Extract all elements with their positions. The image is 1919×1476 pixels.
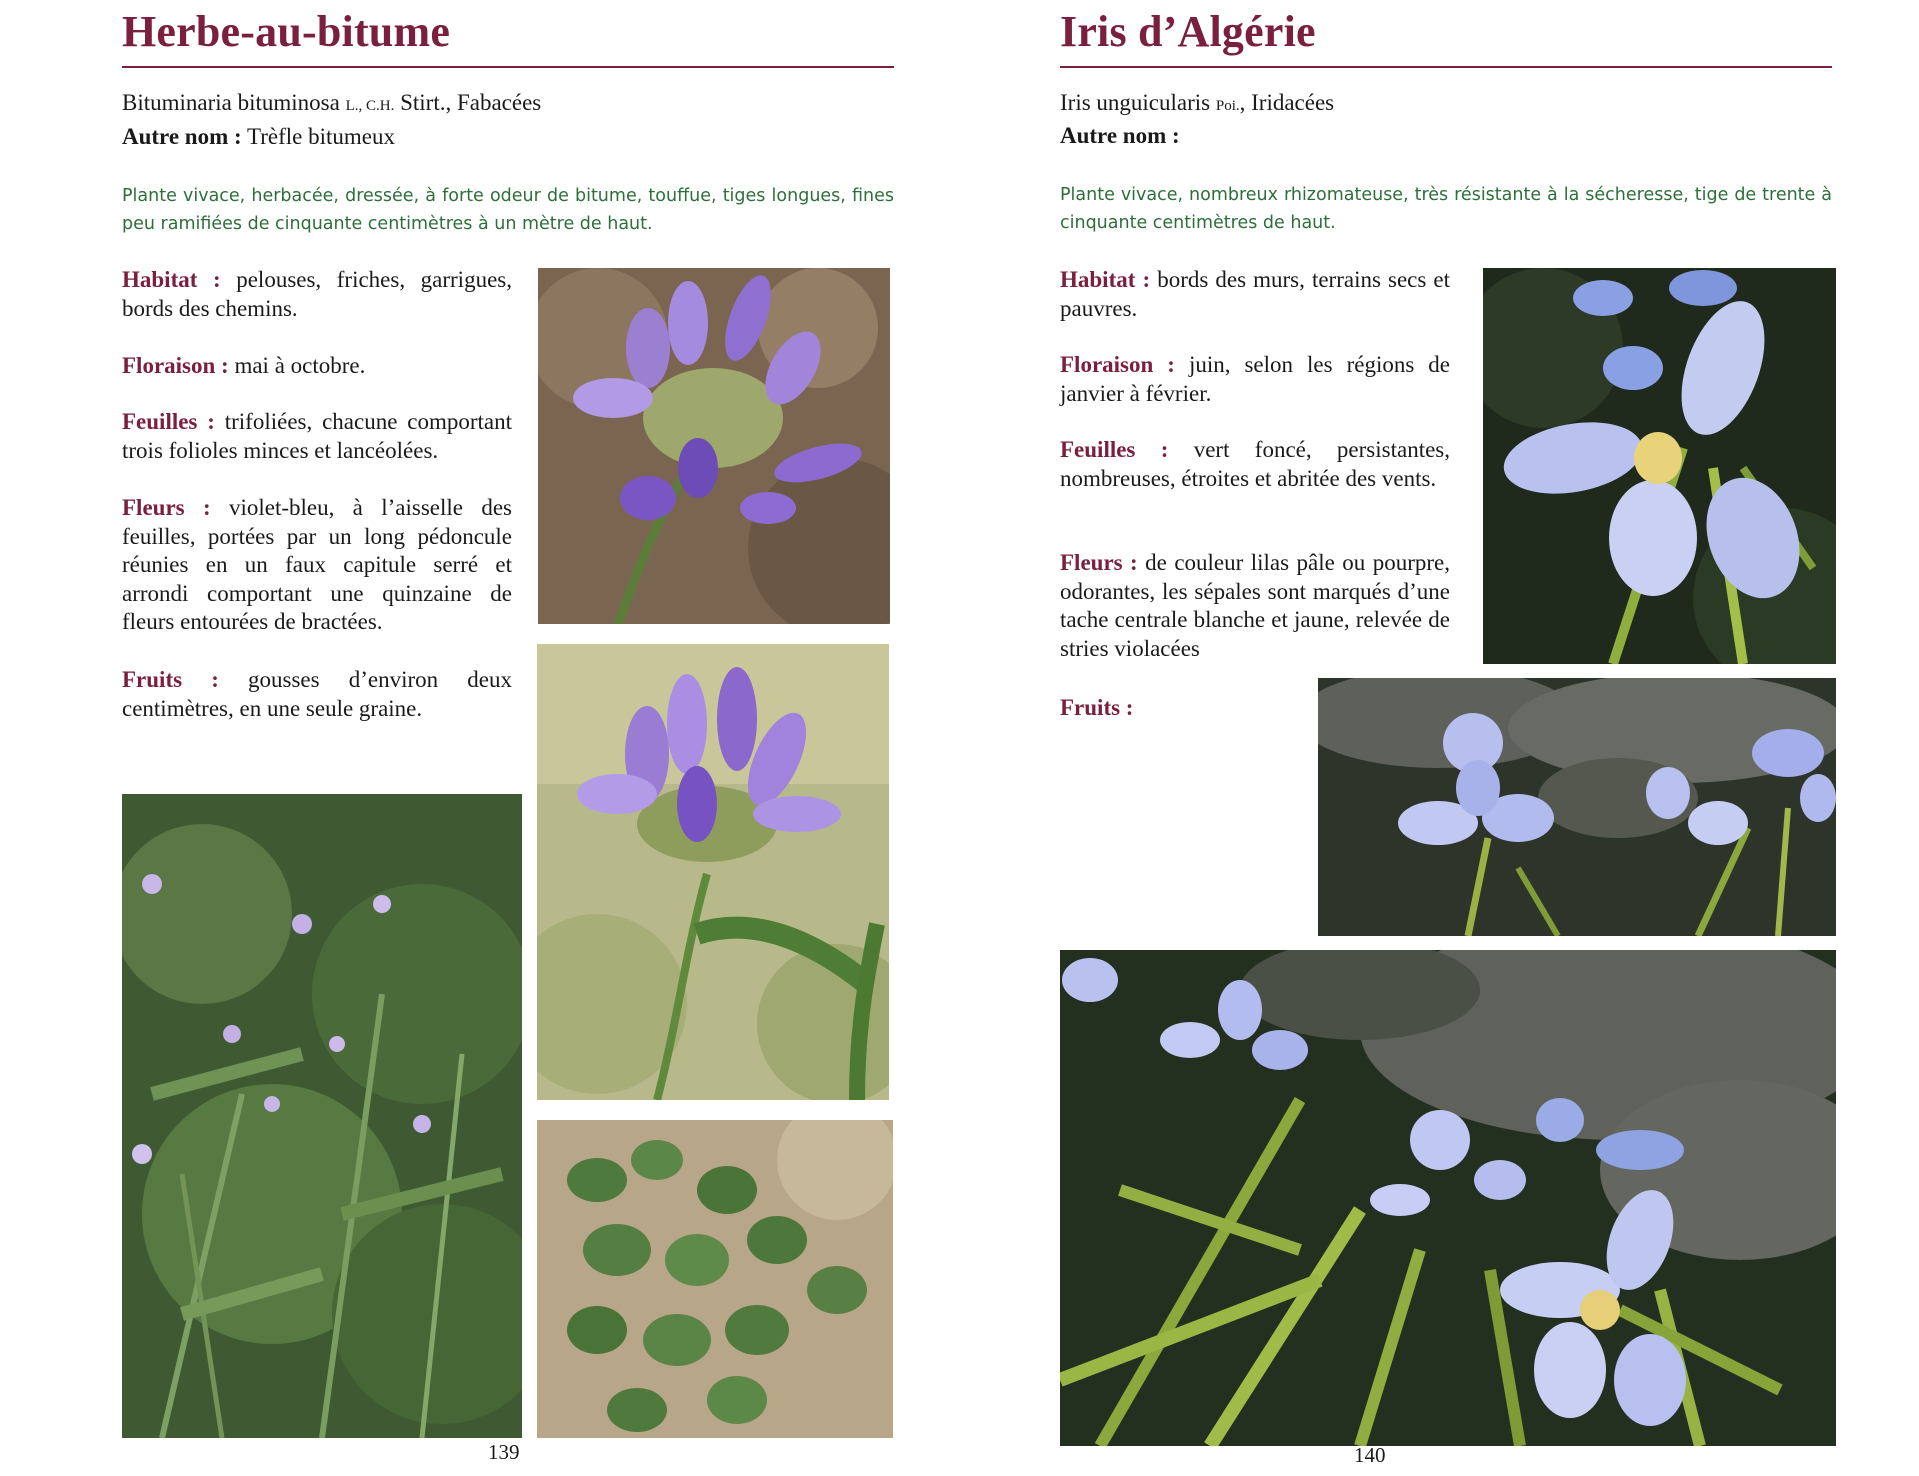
- other-name: Autre nom : Trèfle bitumeux: [122, 124, 396, 149]
- fleurs-field: Fleurs : de couleur lilas pâle ou pourpre, odorantes, les sépales sont marqués d’une tache centrale blanche et jaune, relevée de stries violacées: [1060, 550, 1450, 661]
- right-page: [960, 0, 1919, 1476]
- plant-description: Plante vivace, nombreux rhizomateuse, très résistante à la sécheresse, tige de trente à cinquante centimètres de haut.: [1060, 185, 1832, 233]
- other-name: Autre nom :: [1060, 123, 1180, 148]
- plant-habit-photo: [122, 794, 522, 1438]
- fleurs-field: Fleurs : violet-bleu, à l’aisselle des feuilles, portées par un long pédoncule réunies en un faux capitule serré et arrondi comportant une quinzaine de fleurs entourées de bractées.: [122, 495, 512, 634]
- feuilles-field: Feuilles : vert foncé, persistantes, nombreuses, étroites et abritée des vents.: [1060, 437, 1450, 491]
- habitat-field: Habitat : bords des murs, terrains secs et pauvres.: [1060, 267, 1450, 321]
- flower-closeup-photo: [538, 268, 890, 624]
- iris-clump-photo: [1060, 950, 1836, 1446]
- iris-closeup-photo: [1483, 268, 1836, 664]
- page-number: 139: [488, 1440, 520, 1464]
- feuilles-field: Feuilles : trifoliées, chacune comportant trois folioles minces et lancéolées.: [122, 409, 512, 463]
- scientific-author: L., C.H.: [345, 98, 395, 114]
- iris-rocks-photo: [1318, 678, 1836, 936]
- flower-stem-photo: [537, 644, 889, 1100]
- title-rule: [1060, 66, 1832, 68]
- page-number: 140: [1354, 1443, 1386, 1467]
- scientific-name: Iris unguicularis Poi., Iridacées: [1060, 90, 1335, 115]
- scientific-author: Poi.: [1215, 98, 1240, 114]
- floraison-field: Floraison : mai à octobre.: [122, 353, 366, 378]
- plant-description: Plante vivace, herbacée, dressée, à forte odeur de bitume, touffue, tiges longues, fines peu ramifiées de cinquante centimètres à un mètre de haut.: [122, 186, 894, 234]
- scientific-name: Bituminaria bituminosa L., C.H. Stirt., Fabacées: [122, 90, 542, 115]
- fruits-field: Fruits : gousses d’environ deux centimètres, en une seule graine.: [122, 667, 512, 721]
- fruits-field: Fruits :: [1060, 695, 1134, 720]
- floraison-field: Floraison : juin, selon les régions de janvier à février.: [1060, 352, 1450, 406]
- habitat-field: Habitat : pelouses, friches, garrigues, bords des chemins.: [122, 267, 512, 321]
- leaves-ground-photo: [537, 1120, 893, 1438]
- page-title: Iris d’Algérie: [1060, 7, 1316, 56]
- title-rule: [122, 66, 894, 68]
- page-title: Herbe-au-bitume: [122, 7, 451, 56]
